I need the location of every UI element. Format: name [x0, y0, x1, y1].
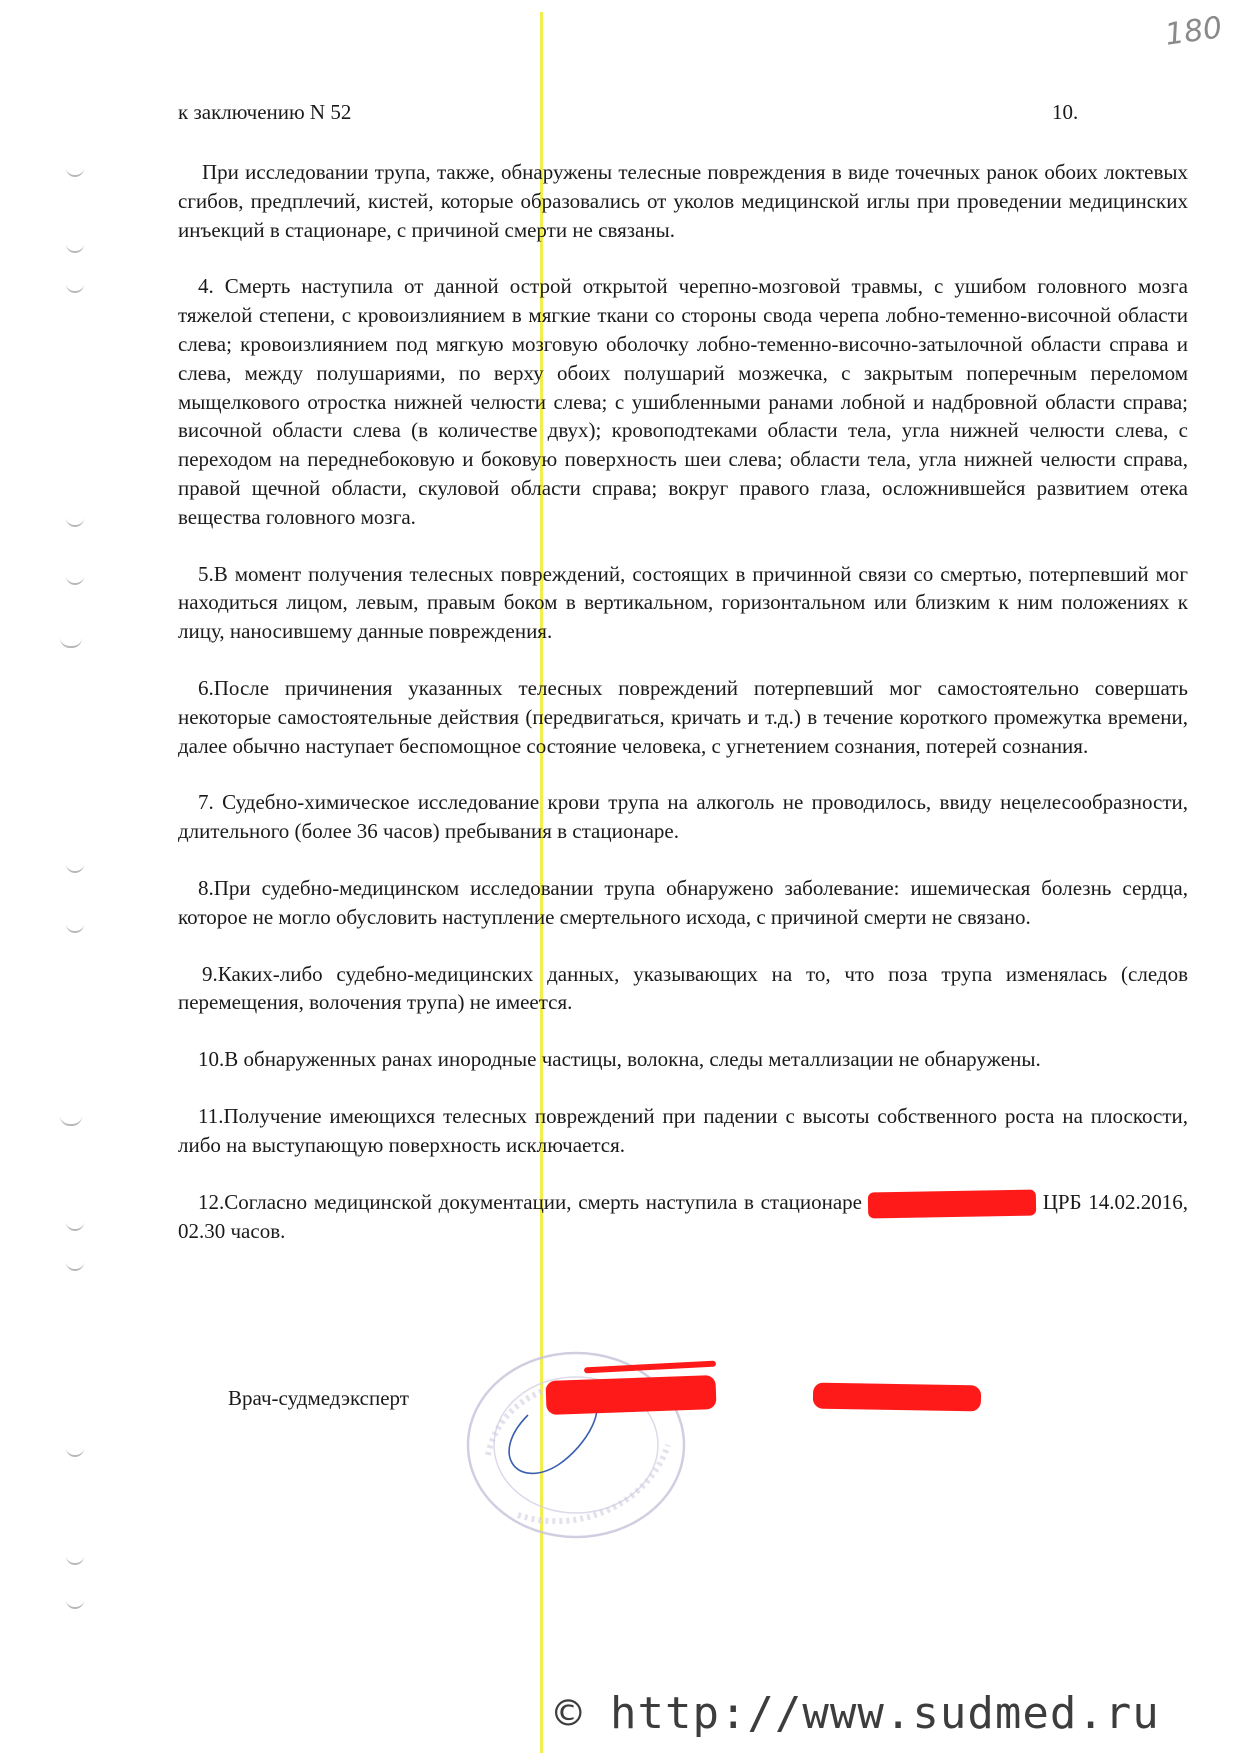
punch-hole-mark — [66, 576, 84, 585]
paragraph-12 — [178, 1188, 1188, 1246]
punch-hole-mark — [66, 518, 84, 527]
paragraph-10: 10.В обнаруженных ранах инородные частицы, волокна, следы металлизации не обнаружены. — [198, 1047, 1041, 1072]
handwritten-page-number: 180 — [1162, 10, 1225, 53]
paragraph-5: 5.В момент получения телесных повреждений, состоящих в причинной связи со смертью, потерпевший мог находиться лицом, левым, правым боком в вертикальном, горизонтальном или близким к ним положениях к лицу, наносившему данные повреждения. — [178, 561, 1188, 644]
punch-hole-mark — [66, 244, 84, 253]
punch-hole-mark — [66, 1448, 84, 1457]
official-stamp — [458, 1345, 708, 1545]
signature-label: Врач-судмедэксперт — [228, 1386, 409, 1410]
punch-hole-mark — [66, 168, 84, 177]
paragraph-12-text: 12.Согласно медицинской документации, смерть наступила в стационаре — [198, 1189, 863, 1214]
paragraph-9: 9.Каких-либо судебно-медицинских данных, указывающих на то, что поза трупа изменялась (следов перемещения, волочения трупа) не имеется. — [178, 961, 1188, 1015]
paragraph-11: 11.Получение имеющихся телесных повреждений при падении с высоты собственного роста на плоскости, либо на выступающую поверхность исключается. — [178, 1103, 1188, 1157]
punch-hole-mark — [66, 1262, 84, 1271]
punch-hole-mark — [66, 284, 84, 293]
punch-hole-mark — [66, 864, 84, 873]
redaction-mark — [868, 1189, 1036, 1218]
document-body — [178, 158, 1188, 1246]
punch-hole-mark — [60, 634, 82, 648]
redaction-mark — [545, 1375, 716, 1415]
paragraph-4: 4. Смерть наступила от данной острой открытой черепно-мозговой травмы, с ушибом головного мозга тяжелой степени, с кровоизлиянием в мягкие ткани со стороны свода черепа лобно-теменно-височной области слева; кровоизлиянием под мягкую мозговую оболочку лобно-теменно-височно-затылочной области справа и слева, между полушариями, по верху обоих полушарий мозжечка, с закрытым поперечным переломом мыщелкового отростка нижней челюсти слева; с ушибленными ранами лобной и надбровной области справа; височной области слева (в количестве двух); кровоподтеками области тела, угла нижней челюсти слева, с переходом на переднебоковую и боковую поверхность шеи слева; области тела, угла нижней челюсти справа, правой щечной области, скуловой области справа; вокруг правого глаза, осложнившейся развитием отека вещества головного мозга. — [178, 274, 1188, 529]
header-page-number: 10. — [1052, 100, 1079, 124]
paragraph-injuries: При исследовании трупа, также, обнаружены телесные повреждения в виде точечных ранок обоих локтевых сгибов, предплечий, кистей, которые образовались от уколов медицинской иглы при проведении медицинских инъекций в стационаре, с причиной смерти не связаны. — [178, 160, 1188, 242]
punch-hole-mark — [66, 1600, 84, 1609]
paragraph-7: 7. Судебно-химическое исследование крови трупа на алкоголь не проводилось, ввиду нецелесообразности, длительного (более 36 часов) пребывания в стационаре. — [178, 790, 1188, 844]
watermark-url: © http://www.sudmed.ru — [555, 1688, 1160, 1739]
header-reference: к заключению N 52 — [178, 100, 352, 124]
paragraph-8: 8.При судебно-медицинском исследовании трупа обнаружено заболевание: ишемическая болезнь сердца, которое не могло обусловить наступление смертельного исхода, с причиной смерти не связано. — [178, 875, 1188, 929]
paragraph-12-date: ЦРБ 14.02.2016, 02.30 часов. — [178, 1189, 1189, 1243]
punch-hole-mark — [60, 1112, 82, 1126]
punch-hole-mark — [66, 1222, 84, 1231]
punch-hole-mark — [66, 924, 84, 933]
redaction-mark — [813, 1383, 981, 1412]
paragraph-6: 6.После причинения указанных телесных повреждений потерпевший мог самостоятельно совершать некоторые самостоятельные действия (передвигаться, кричать и т.д.) в течение короткого промежутка времени, далее обычно наступает беспомощное состояние человека, с угнетением сознания, потерей сознания. — [178, 675, 1188, 758]
punch-hole-mark — [66, 1556, 84, 1565]
